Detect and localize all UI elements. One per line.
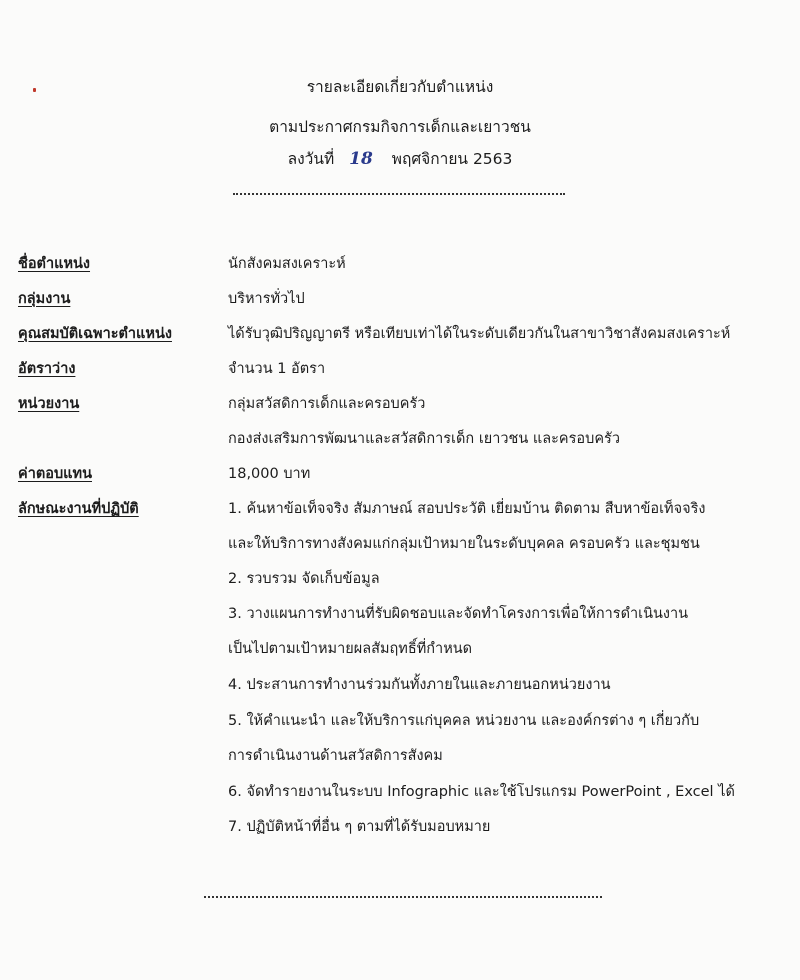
date-day-handwritten: 18 xyxy=(349,149,373,169)
position-label: ชื่อตำแหน่ง xyxy=(18,256,91,272)
duty-row xyxy=(0,815,800,839)
duty-row xyxy=(0,532,800,556)
group-value: บริหารทั่วไป xyxy=(228,291,305,307)
unit-label: หน่วยงาน xyxy=(18,396,80,412)
qualification-label: คุณสมบัติเฉพาะตำแหน่ง xyxy=(18,326,172,342)
duty-line: และให้บริการทางสังคมแก่กลุ่มเป้าหมายในระดับบุคคล ครอบครัว และชุมชน xyxy=(228,536,700,552)
duty-line: 7. ปฏิบัติหน้าที่อื่น ๆ ตามที่ได้รับมอบหมาย xyxy=(228,819,491,835)
duty-row xyxy=(0,744,800,768)
position-value: นักสังคมสงเคราะห์ xyxy=(228,256,346,272)
field-position xyxy=(0,252,800,276)
document-title: รายละเอียดเกี่ยวกับตำแหน่ง xyxy=(306,78,494,96)
field-unit xyxy=(0,392,800,416)
vacancy-label: อัตราว่าง xyxy=(18,361,76,377)
duty-row xyxy=(0,673,800,697)
salary-label: ค่าตอบแทน xyxy=(18,466,92,482)
duty-line: 1. ค้นหาข้อเท็จจริง สัมภาษณ์ สอบประวัติ เยี่ยมบ้าน ติดตาม สืบหาข้อเท็จจริง xyxy=(228,501,706,517)
unit-value-2: กองส่งเสริมการพัฒนาและสวัสดิการเด็ก เยาวชน และครอบครัว xyxy=(228,431,620,447)
document-subtitle: ตามประกาศกรมกิจการเด็กและเยาวชน xyxy=(269,118,531,136)
duty-row xyxy=(0,567,800,591)
duty-line: 5. ให้คำแนะนำ และให้บริการแก่บุคคล หน่วยงาน และองค์กรต่าง ๆ เกี่ยวกับ xyxy=(228,713,700,729)
duty-line: การดำเนินงานด้านสวัสดิการสังคม xyxy=(228,748,443,764)
qualification-value: ได้รับวุฒิปริญญาตรี หรือเทียบเท่าได้ในระดับเดียวกันในสาขาวิชาสังคมสงเคราะห์ xyxy=(228,326,731,342)
field-salary xyxy=(0,462,800,486)
duty-row xyxy=(0,709,800,733)
field-qualification xyxy=(0,322,800,346)
document-date xyxy=(0,146,800,171)
duties-label: ลักษณะงานที่ปฏิบัติ xyxy=(18,501,139,517)
vacancy-value: จำนวน 1 อัตรา xyxy=(228,361,326,377)
duty-line: 4. ประสานการทำงานร่วมกันทั้งภายในและภายนอกหน่วยงาน xyxy=(228,677,611,693)
group-label: กลุ่มงาน xyxy=(18,291,71,307)
date-month-year: พฤศจิกายน 2563 xyxy=(391,150,513,168)
duty-row xyxy=(0,780,800,804)
duty-line: 6. จัดทำรายงานในระบบ Infographic และใช้โปรแกรม PowerPoint , Excel ได้ xyxy=(228,784,735,800)
duty-line: เป็นไปตามเป้าหมายผลสัมฤทธิ์ที่กำหนด xyxy=(228,641,473,657)
field-unit-continued xyxy=(0,427,800,451)
field-group xyxy=(0,287,800,311)
header-divider xyxy=(233,193,565,195)
duty-row xyxy=(0,602,800,626)
field-vacancy xyxy=(0,357,800,381)
duty-line: 2. รวบรวม จัดเก็บข้อมูล xyxy=(228,571,380,587)
date-prefix: ลงวันที่ xyxy=(287,150,335,168)
field-duties xyxy=(0,497,800,521)
duty-line: 3. วางแผนการทำงานที่รับผิดชอบและจัดทำโครงการเพื่อให้การดำเนินงาน xyxy=(228,606,689,622)
duty-row xyxy=(0,637,800,661)
footer-divider xyxy=(204,896,602,898)
unit-value-1: กลุ่มสวัสดิการเด็กและครอบครัว xyxy=(228,396,426,412)
salary-value: 18,000 บาท xyxy=(228,466,311,482)
